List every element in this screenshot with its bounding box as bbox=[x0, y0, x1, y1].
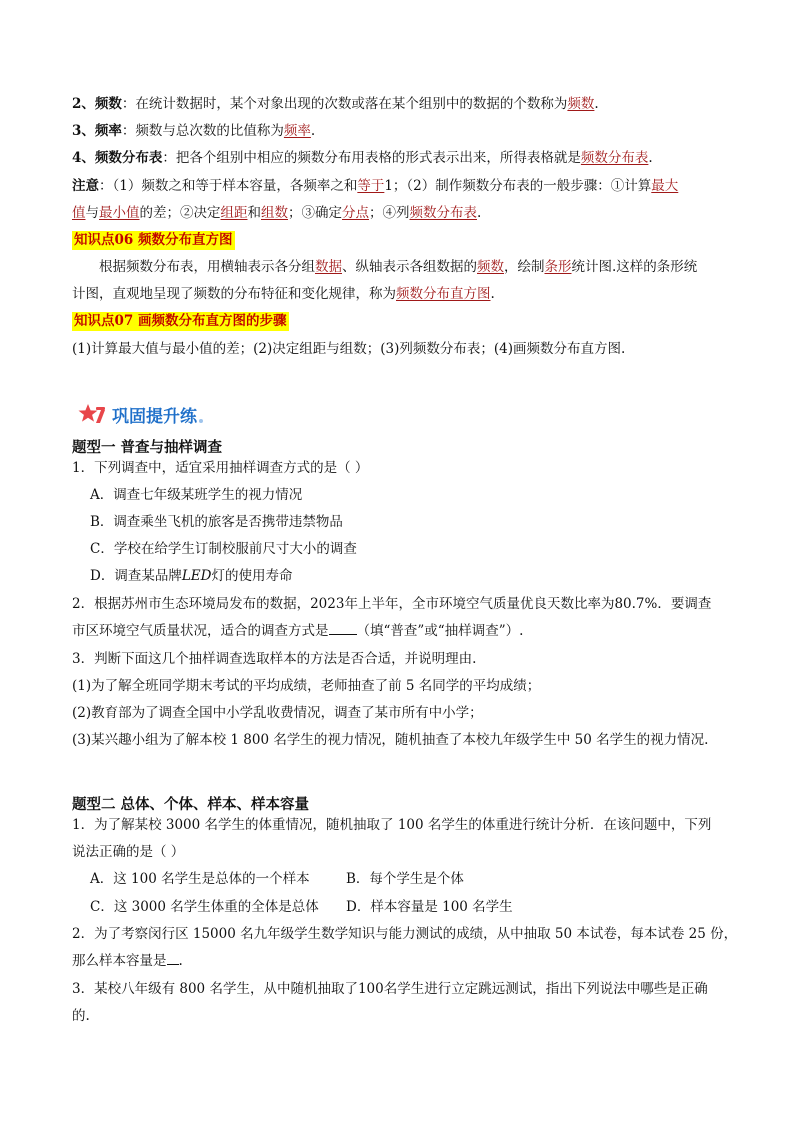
kp06-paragraph-line-2: 计图，直观地呈现了频数的分布特征和变化规律，称为频数分布直方图. bbox=[72, 286, 495, 302]
t2-question-2-line-2: 那么样本容量是 . bbox=[72, 953, 183, 969]
term-label: 3、频率 bbox=[72, 123, 122, 139]
knowledge-point-label: 知识点06 频数分布直方图 bbox=[74, 232, 233, 248]
answer-blank[interactable] bbox=[167, 952, 179, 965]
star-icon bbox=[78, 403, 108, 427]
definition-relative-frequency: 3、频率：频数与总次数的比值称为频率. bbox=[72, 123, 316, 139]
t1-q3-item-2: (2)教育部为了调查全国中小学乱收费情况，调查了某市所有中小学； bbox=[72, 705, 483, 721]
kp06-paragraph-line-1: 根据频数分布表，用横轴表示各分组数据、纵轴表示各组数据的频数，绘制条形统计图.这样的条形统 bbox=[99, 259, 698, 275]
t1-question-2-line-2: 市区环境空气质量状况，适合的调查方式是 （填“普查”或“抽样调查”）. bbox=[72, 623, 524, 639]
t2-q1-option-c: C．这 3000 名学生体重的全体是总体 bbox=[90, 899, 319, 915]
t2-question-3-line-2: 的. bbox=[72, 1008, 90, 1024]
term-label: 4、频数分布表 bbox=[72, 150, 163, 166]
t2-question-2-line-1: 2．为了考察闵行区 15000 名九年级学生数学知识与能力测试的成绩，从中抽取 50 本试卷，每本试卷 25 份， bbox=[72, 926, 738, 942]
t1-q1-option-c: C．学校在给学生订制校服前尺寸大小的调查 bbox=[90, 541, 357, 557]
answer-blank[interactable] bbox=[329, 622, 357, 635]
t1-q3-item-1: (1)为了解全班同学期末考试的平均成绩，老师抽查了前 5 名同学的平均成绩； bbox=[72, 678, 541, 694]
section-title: 巩固提升练 bbox=[112, 407, 197, 427]
key-term: 频率 bbox=[283, 123, 311, 139]
section-header bbox=[78, 402, 203, 427]
t2-question-1-line-1: 1．为了解某校 3000 名学生的体重情况，随机抽取了 100 名学生的体重进行统计分析．在该问题中，下列 bbox=[72, 817, 712, 833]
t2-question-1-line-2: 说法正确的是（ ） bbox=[72, 844, 185, 860]
note-line-1: 注意：（1）频数之和等于样本容量，各频率之和等于1；（2）制作频数分布表的一般步骤：①计算最大 bbox=[72, 178, 679, 194]
knowledge-point-label: 知识点07 画频数分布直方图的步骤 bbox=[74, 313, 287, 329]
decorative-dot bbox=[199, 419, 203, 423]
t1-q1-option-a: A．调查七年级某班学生的视力情况 bbox=[90, 487, 303, 503]
t1-q1-option-d: D．调查某品牌LED灯的使用寿命 bbox=[90, 568, 293, 584]
t1-question-2-line-1: 2．根据苏州市生态环境局发布的数据，2023年上半年，全市环境空气质量优良天数比率为80.7%．要调查 bbox=[72, 596, 712, 612]
definition-frequency-table: 4、频数分布表：把各个组别中相应的频数分布用表格的形式表示出来，所得表格就是频数分布表. bbox=[72, 150, 653, 166]
key-term: 频数分布表 bbox=[580, 150, 649, 166]
t1-q3-item-3: (3)某兴趣小组为了解本校 1 800 名学生的视力情况，随机抽查了本校九年级学生中 50 名学生的视力情况. bbox=[72, 732, 709, 748]
question-type-1-title: 题型一 普查与抽样调查 bbox=[72, 439, 223, 456]
question-type-2-title: 题型二 总体、个体、样本、样本容量 bbox=[72, 796, 310, 813]
t1-q1-option-b: B．调查乘坐飞机的旅客是否携带违禁物品 bbox=[90, 514, 343, 530]
knowledge-point-06-heading bbox=[72, 231, 235, 250]
t1-question-1: 1．下列调查中，适宜采用抽样调查方式的是（ ） bbox=[72, 460, 369, 476]
t1-question-3: 3．判断下面这几个抽样调查选取样本的方法是否合适，并说明理由. bbox=[72, 651, 477, 667]
t2-q1-option-a: A．这 100 名学生是总体的一个样本 bbox=[90, 871, 310, 887]
kp07-steps: (1)计算最大值与最小值的差；(2)决定组距与组数；(3)列频数分布表；(4)画频数分布直方图. bbox=[72, 341, 626, 357]
t2-q1-option-d: D．样本容量是 100 名学生 bbox=[346, 899, 513, 915]
term-label: 2、频数 bbox=[72, 96, 122, 112]
key-term: 频数 bbox=[567, 96, 595, 112]
knowledge-point-07-heading bbox=[72, 312, 289, 331]
note-label: 注意 bbox=[72, 178, 99, 194]
t2-question-3-line-1: 3．某校八年级有 800 名学生，从中随机抽取了100名学生进行立定跳远测试，指出下列说法中哪些是正确 bbox=[72, 981, 708, 997]
definition-frequency: 2、频数：在统计数据时，某个对象出现的次数或落在某个组别中的数据的个数称为频数. bbox=[72, 96, 599, 112]
note-line-2: 值与最小值的差；②决定组距和组数；③确定分点；④列频数分布表. bbox=[72, 205, 482, 221]
t2-q1-option-b: B．每个学生是个体 bbox=[346, 871, 464, 887]
